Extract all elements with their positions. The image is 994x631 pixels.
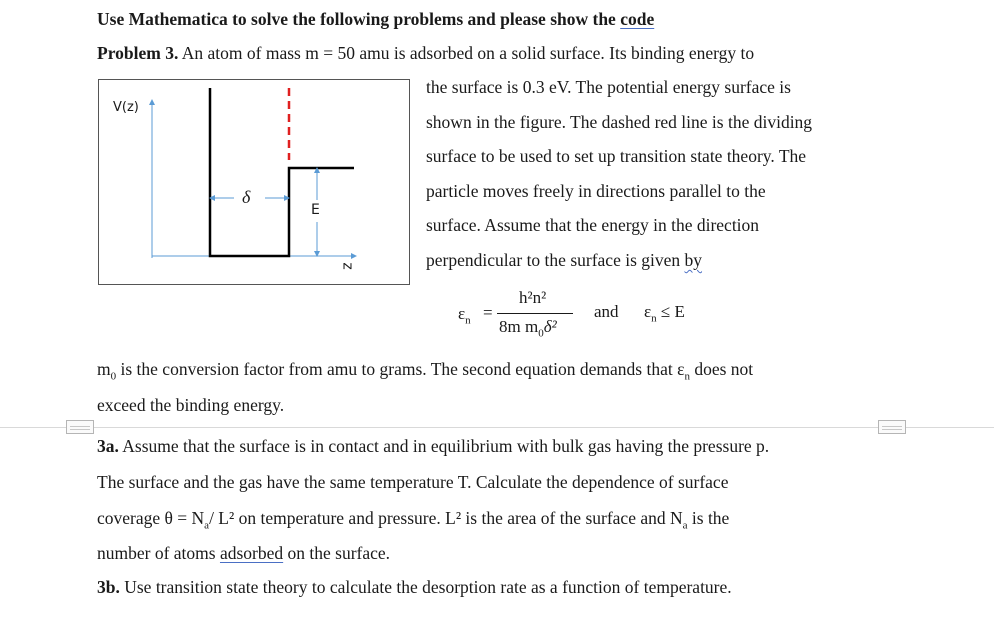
- problem-3-line-6: surface. Assume that the energy in the direction: [426, 215, 760, 235]
- line-7-link-by[interactable]: by: [684, 250, 703, 270]
- part-3b-line: [97, 577, 732, 598]
- eq-rhs-epsilon: ε: [644, 302, 652, 321]
- problem-3-line-4: surface to be used to set up transition state theory. The: [426, 146, 807, 166]
- problem-3-line-1: [97, 43, 754, 64]
- note-line-2: exceed the binding energy.: [97, 395, 285, 415]
- delta-label: δ: [242, 187, 251, 207]
- section-divider: [0, 427, 994, 428]
- note-mid: is the conversion factor from amu to grams. The second equation demands that ε: [116, 359, 685, 379]
- eq-denominator-main: 8m m: [499, 317, 539, 336]
- problem-3-label: Problem 3.: [97, 43, 179, 63]
- note-line-1: [97, 359, 753, 383]
- potential-well-line: [210, 88, 354, 256]
- eq-rhs-sub: n: [651, 312, 657, 325]
- part-3a-line-2: The surface and the gas have the same temperature T. Calculate the dependence of surface: [97, 472, 729, 492]
- line-7-text: perpendicular to the surface is given: [426, 250, 685, 270]
- part-3a-text-4a: number of atoms: [97, 543, 220, 563]
- problem-3-line-2: the surface is 0.3 eV. The potential energy surface is: [426, 77, 791, 97]
- energy-label: E: [311, 202, 320, 218]
- problem-3-line-5: particle moves freely in directions parallel to the: [426, 181, 766, 201]
- x-axis-label: z: [339, 262, 356, 270]
- eq-numerator: h²n²: [519, 288, 547, 307]
- eq-lhs: [458, 304, 471, 326]
- part-3a-line-3: [97, 508, 729, 532]
- part-3b-text: Use transition state theory to calculate the desorption rate as a function of temperature.: [124, 577, 732, 597]
- eq-denominator-sub: 0: [538, 327, 544, 340]
- eq-connector: and: [594, 302, 619, 321]
- part-3a-line-4: [97, 543, 390, 564]
- note-m: m: [97, 359, 111, 379]
- eq-denominator-tail: δ²: [543, 317, 557, 336]
- eq-fraction-bar: [497, 313, 573, 314]
- title-link-code[interactable]: code: [620, 9, 655, 29]
- part-3a-sub-b: a: [682, 519, 688, 532]
- link-adsorbed[interactable]: adsorbed: [219, 543, 284, 563]
- note-m-sub: 0: [110, 370, 117, 383]
- part-3a-label: 3a.: [97, 436, 119, 456]
- right-resize-handle[interactable]: [878, 420, 906, 434]
- left-resize-handle[interactable]: [66, 420, 94, 434]
- part-3a-text-4b: on the surface.: [283, 543, 391, 563]
- page-title: [97, 9, 654, 30]
- potential-energy-figure: [98, 79, 410, 285]
- eq-rhs: [644, 302, 685, 324]
- eq-rhs-relation: ≤ E: [660, 302, 685, 321]
- part-3a-text-3b: / L² on temperature and pressure. L² is the area of the surface and N: [209, 508, 683, 528]
- part-3a-line-1: [97, 436, 769, 457]
- problem-3-line-3: shown in the figure. The dashed red line is the dividing: [426, 112, 813, 132]
- eq-equals: =: [483, 303, 493, 322]
- problem-3-line-7: [426, 250, 702, 271]
- eq-lhs-epsilon: ε: [458, 304, 466, 323]
- y-axis-label: V(z): [113, 100, 139, 115]
- title-text: Use Mathematica to solve the following problems and please show the: [97, 9, 621, 29]
- part-3a-text-3c: is the: [687, 508, 730, 528]
- eq-lhs-sub: n: [465, 314, 471, 327]
- part-3a-text-3a: coverage θ = N: [97, 508, 205, 528]
- note-suffix: does not: [689, 359, 754, 379]
- potential-energy-diagram: [99, 80, 409, 284]
- part-3a-text-1: Assume that the surface is in contact and in equilibrium with bulk gas having the pressure p.: [122, 436, 770, 456]
- part-3a-sub-a: a: [204, 519, 210, 532]
- problem-3-text: An atom of mass m = 50 amu is adsorbed on a solid surface. Its binding energy to: [181, 43, 755, 63]
- eq-denominator: [499, 317, 557, 339]
- note-eps-sub: n: [684, 370, 690, 383]
- part-3b-label: 3b.: [97, 577, 120, 597]
